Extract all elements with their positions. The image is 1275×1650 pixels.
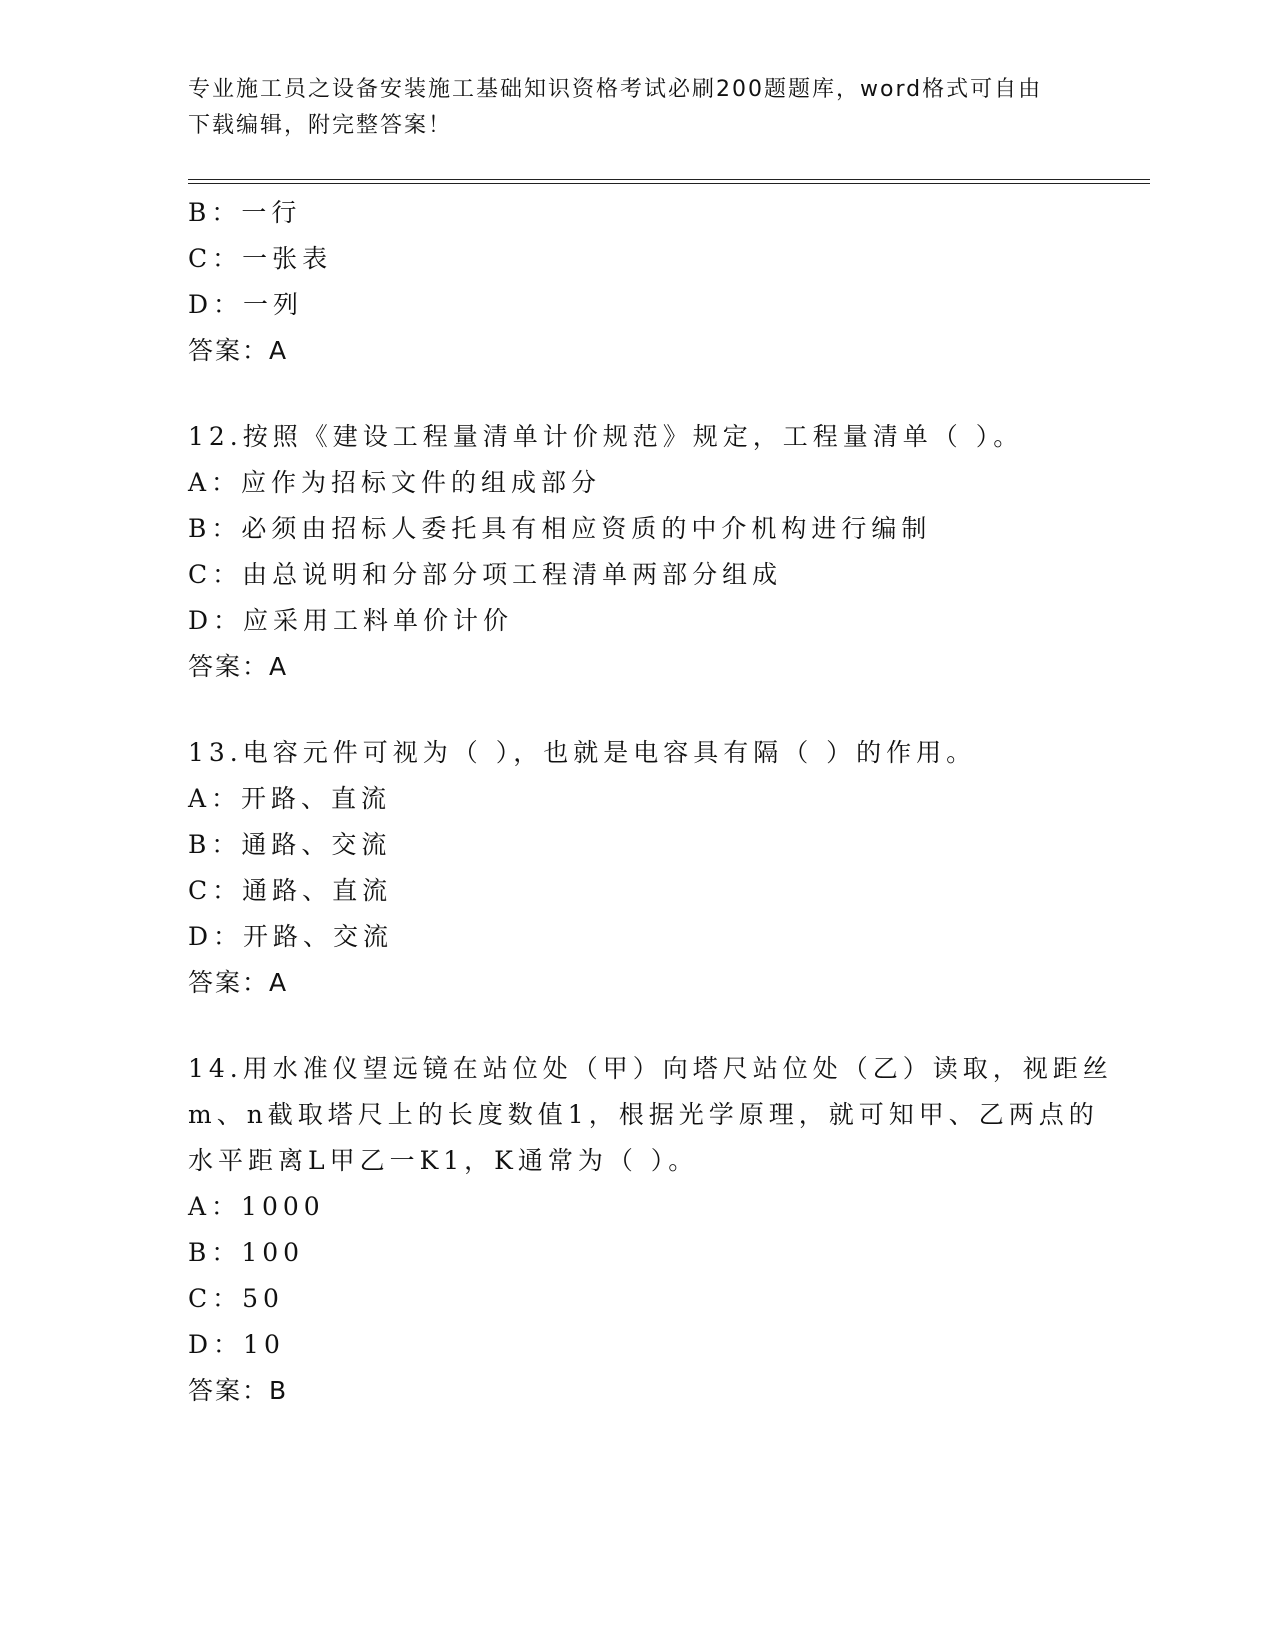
- header-line-1: 专业施工员之设备安装施工基础知识资格考试必刷200题题库，word格式可自由: [188, 77, 1043, 102]
- answer: 答案：A: [188, 336, 289, 365]
- document-header: [188, 72, 1088, 144]
- option-b: B：100: [188, 1238, 305, 1267]
- question-text-line-3: 水平距离L甲乙一K1，K通常为（ ）。: [188, 1146, 699, 1175]
- header-divider-top: [188, 179, 1150, 180]
- header-line-2: 下载编辑，附完整答案！: [188, 113, 453, 138]
- option-d: D：10: [188, 1330, 285, 1359]
- question-text: 12.按照《建设工程量清单计价规范》规定，工程量清单（ ）。: [188, 422, 1024, 451]
- option-a: A：1000: [188, 1192, 325, 1221]
- option-a: A：应作为招标文件的组成部分: [188, 468, 602, 497]
- option-b: B：必须由招标人委托具有相应资质的中介机构进行编制: [188, 514, 932, 543]
- question-text-line-1: 14.用水准仪望远镜在站位处（甲）向塔尺站位处（乙）读取，视距丝: [188, 1054, 1113, 1083]
- option-c: C：一张表: [188, 244, 333, 273]
- option-d: D：一列: [188, 290, 304, 319]
- question-text-line-2: m、n截取塔尺上的长度数值1，根据光学原理，就可知甲、乙两点的: [188, 1100, 1099, 1129]
- answer: 答案：A: [188, 968, 289, 997]
- question-13: [188, 730, 1138, 1006]
- option-d: D：应采用工料单价计价: [188, 606, 514, 635]
- option-c: C：通路、直流: [188, 876, 393, 905]
- question-text: 13.电容元件可视为（ ），也就是电容具有隔（ ）的作用。: [188, 738, 977, 767]
- header-divider-bottom: [188, 183, 1150, 184]
- option-b: B：一行: [188, 198, 302, 227]
- option-d: D：开路、交流: [188, 922, 394, 951]
- option-a: A：开路、直流: [188, 784, 392, 813]
- question-14: [188, 1046, 1138, 1414]
- option-c: C：由总说明和分部分项工程清单两部分组成: [188, 560, 783, 589]
- question-11-tail: [188, 190, 1138, 374]
- answer: 答案：B: [188, 1376, 289, 1405]
- question-12: [188, 414, 1138, 690]
- answer: 答案：A: [188, 652, 289, 681]
- question-list: [188, 190, 1138, 1414]
- option-b: B：通路、交流: [188, 830, 392, 859]
- option-c: C：50: [188, 1284, 284, 1313]
